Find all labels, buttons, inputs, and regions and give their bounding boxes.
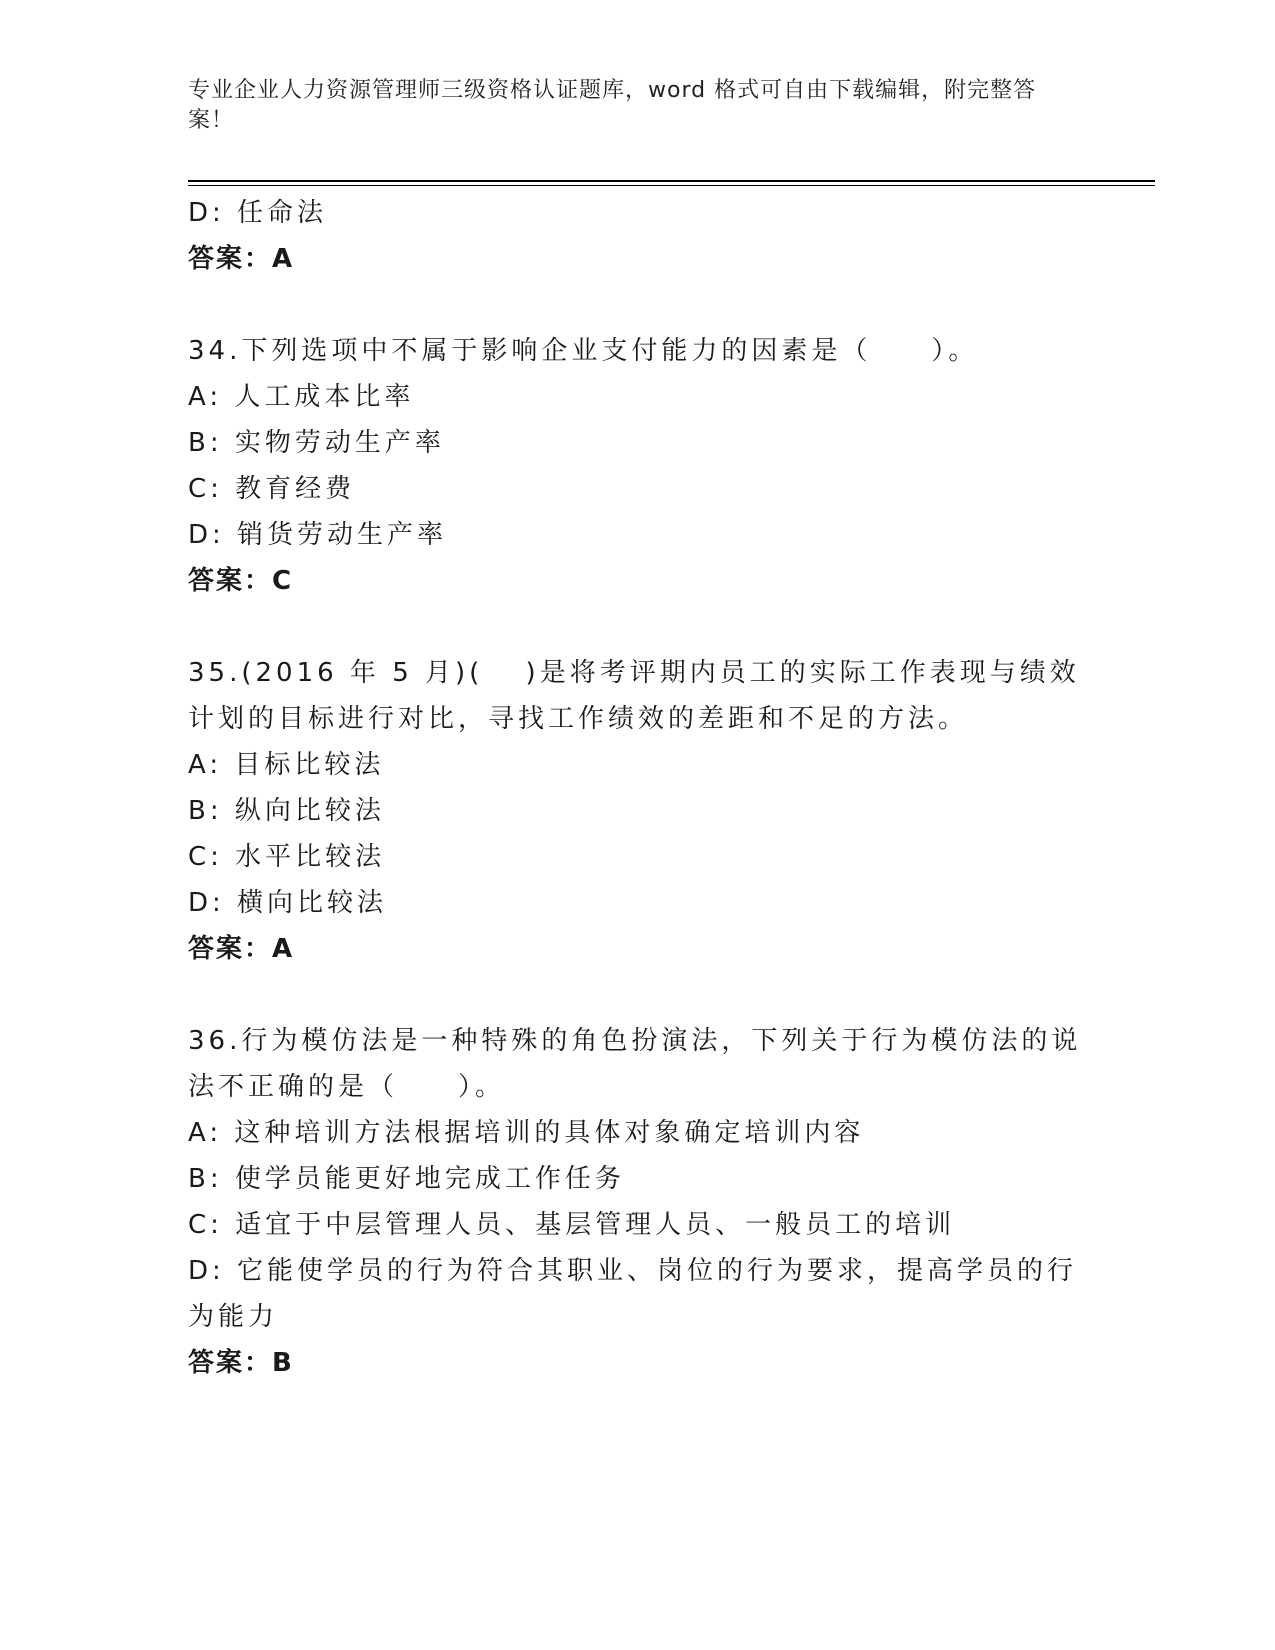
question-stem: 36.行为模仿法是一种特殊的角色扮演法，下列关于行为模仿法的说法不正确的是（ ）。 xyxy=(188,1026,1082,1102)
spacer xyxy=(188,282,1088,328)
answer-line: 答案：C xyxy=(188,566,294,596)
question-stem: 35.(2016 年 5 月)( )是将考评期内员工的实际工作表现与绩效计划的目标进行对比，寻找工作绩效的差距和不足的方法。 xyxy=(188,658,1080,734)
spacer xyxy=(188,604,1088,650)
question-35 xyxy=(188,650,1088,972)
option-a: A: 目标比较法 xyxy=(188,750,385,780)
answer-line: 答案：B xyxy=(188,1348,294,1378)
question-stem: 34.下列选项中不属于影响企业支付能力的因素是（ ）。 xyxy=(188,336,979,366)
question-36 xyxy=(188,1018,1088,1386)
option-b: B: 使学员能更好地完成工作任务 xyxy=(188,1164,625,1194)
document-header: 专业企业人力资源管理师三级资格认证题库，word 格式可自由下载编辑，附完整答案！ xyxy=(188,78,1037,133)
option-d: D: 它能使学员的行为符合其职业、岗位的行为要求，提高学员的行为能力 xyxy=(188,1256,1078,1332)
header-rule-thin xyxy=(188,185,1155,186)
question-34 xyxy=(188,328,1088,604)
option-c: C: 适宜于中层管理人员、基层管理人员、一般员工的培训 xyxy=(188,1210,956,1240)
question-content xyxy=(188,190,1088,1386)
answer-line: 答案：A xyxy=(188,244,295,274)
option-c: C: 水平比较法 xyxy=(188,842,386,872)
option-a: A: 人工成本比率 xyxy=(188,382,415,412)
spacer xyxy=(188,972,1088,1018)
option-d: D: 横向比较法 xyxy=(188,888,388,918)
option-b: B: 纵向比较法 xyxy=(188,796,385,826)
option-d: D: 任命法 xyxy=(188,198,328,228)
option-c: C: 教育经费 xyxy=(188,474,356,504)
option-a: A: 这种培训方法根据培训的具体对象确定培训内容 xyxy=(188,1118,865,1148)
option-b: B: 实物劳动生产率 xyxy=(188,428,445,458)
option-d: D: 销货劳动生产率 xyxy=(188,520,448,550)
previous-question-tail xyxy=(188,190,1088,282)
header-rule-thick xyxy=(188,180,1155,182)
answer-line: 答案：A xyxy=(188,934,295,964)
